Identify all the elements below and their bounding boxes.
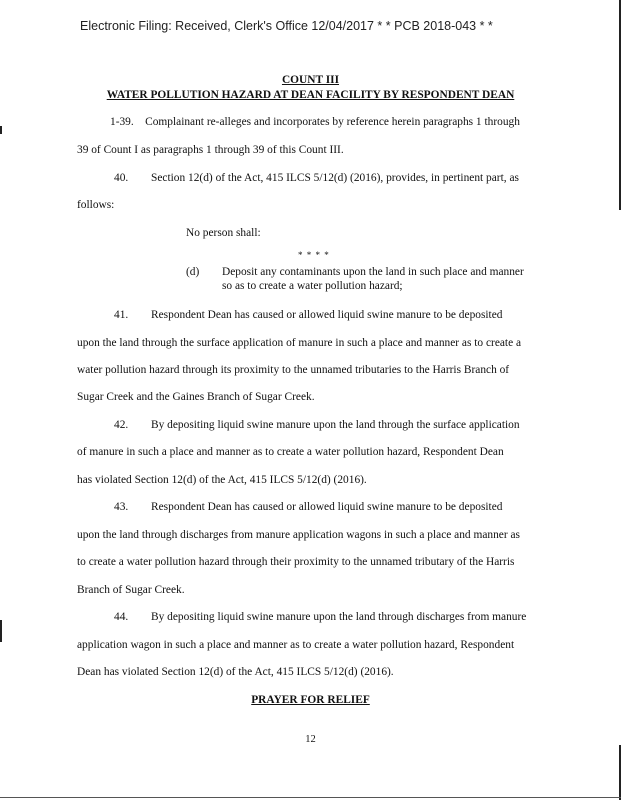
count-number: COUNT III [281, 74, 340, 86]
paragraph-42 [114, 419, 520, 431]
paragraph-text: By depositing liquid swine manure upon the land through discharges from manure [151, 611, 527, 623]
paragraph-text: Branch of Sugar Creek. [77, 584, 185, 596]
paragraph-text: application wagon in such a place and manner as to create a water pollution hazard, Respondent [77, 639, 515, 651]
paragraph-text: of manure in such a place and manner as to create a water pollution hazard, Respondent Dean [77, 446, 504, 458]
paragraph-44 [114, 611, 526, 623]
scan-edge-mark [0, 126, 2, 134]
quote-ellipsis: * * * * [298, 250, 330, 260]
paragraph-number: 1-39. [110, 116, 134, 128]
paragraph-text: Respondent Dean has caused or allowed liquid swine manure to be deposited [151, 501, 503, 513]
scan-bottom-edge [0, 797, 621, 798]
paragraph-text: has violated Section 12(d) of the Act, 415 ILCS 5/12(d) (2016). [77, 474, 367, 486]
paragraph-text: water pollution hazard through its proximity to the unnamed tributaries to the Harris Branch of [77, 364, 510, 376]
paragraph-text: Complainant re-alleges and incorporates by reference herein paragraphs 1 through [145, 116, 520, 128]
quote-intro: No person shall: [186, 227, 261, 239]
quote-item-text: so as to create a water pollution hazard; [222, 280, 403, 292]
paragraph-text: 39 of Count I as paragraphs 1 through 39 of this Count III. [77, 144, 344, 156]
prayer-heading: PRAYER FOR RELIEF [251, 694, 370, 706]
paragraph-text: Respondent Dean has caused or allowed liquid swine manure to be deposited [151, 309, 503, 321]
paragraph-text: Dean has violated Section 12(d) of the Act, 415 ILCS 5/12(d) (2016). [77, 666, 394, 678]
paragraph-text: Section 12(d) of the Act, 415 ILCS 5/12(d) (2016), provides, in pertinent part, as [151, 172, 519, 184]
paragraph-text: Sugar Creek and the Gaines Branch of Sugar Creek. [77, 391, 315, 403]
paragraph-text: upon the land through the surface application of manure in such a place and manner as to create a [77, 337, 522, 349]
paragraph-41 [114, 309, 502, 321]
paragraph-text: upon the land through discharges from manure application wagons in such a place and manner as [77, 529, 520, 541]
paragraph-text: By depositing liquid swine manure upon the land through the surface application [151, 419, 520, 431]
paragraph-1-39 [110, 116, 520, 128]
paragraph-number: 41. [114, 309, 129, 321]
paragraph-number: 40. [114, 172, 129, 184]
paragraph-number: 42. [114, 419, 129, 431]
page-number: 12 [305, 734, 316, 745]
count-title: WATER POLLUTION HAZARD AT DEAN FACILITY BY RESPONDENT DEAN [106, 89, 515, 101]
paragraph-text: follows: [77, 199, 115, 211]
paragraph-text: to create a water pollution hazard through their proximity to the unnamed tributary of the Harris [77, 556, 515, 568]
paragraph-43 [114, 501, 502, 513]
quote-item-text: Deposit any contaminants upon the land in such place and manner [222, 266, 524, 278]
filing-stamp: Electronic Filing: Received, Clerk's Office 12/04/2017 * * PCB 2018-043 * * [80, 19, 493, 33]
paragraph-number: 44. [114, 611, 129, 623]
paragraph-40 [114, 172, 519, 184]
scan-edge-mark [0, 620, 2, 642]
quote-item-label: (d) [186, 266, 200, 278]
paragraph-number: 43. [114, 501, 129, 513]
